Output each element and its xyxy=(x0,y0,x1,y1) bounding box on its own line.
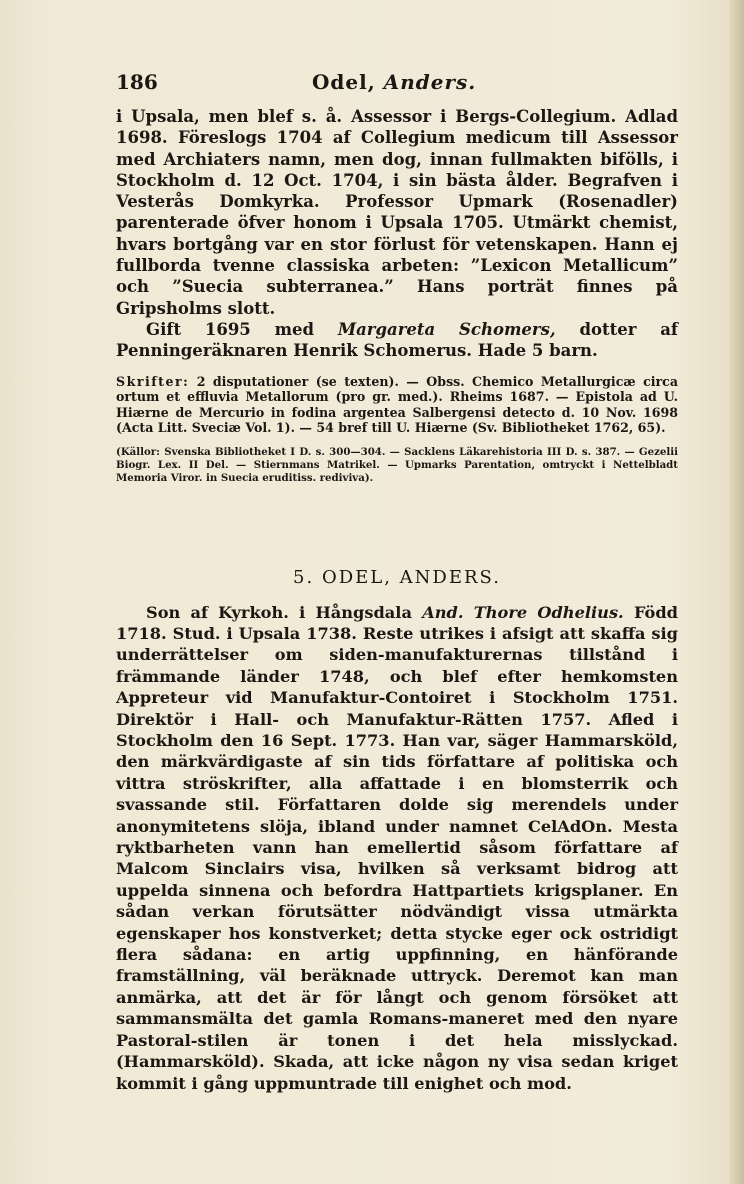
entry-heading: 5. ODEL, ANDERS. xyxy=(293,566,501,588)
entry-paragraph xyxy=(116,602,678,1094)
entry-text-start: Son af Kyrkoh. i Hångsdala xyxy=(146,602,412,622)
marriage-text-start: Gift 1695 med xyxy=(146,319,315,339)
entry-text-main: Född 1718. Stud. i Upsala 1738. Reste utrikes i afsigt att skaffa sig underrättelser om siden-manufakturernas tillstånd i främmande länder 1748, och blef efter hemkomsten Appreteur vid Manufaktur-Contoiret i Stockholm 1751. Direktör i Hall- och Manufaktur-Rätten 1757. Afled i Stockholm den 16 Sept. 1773. Han var, säger Hammarsköld, den märkvärdigaste af sin tids författare af politiska och vittra ströskrifter, alla affattade i en blomsterrik och svassande stil. Författaren dolde sig merendels under anonymitetens slöja, ibland under namnet CelAdOn. Mesta ryktbarheten vann han emellertid såsom författare af Malcom Sinclairs visa, hvilken så verksamt bidrog att uppelda sinnena och befordra Hattpartiets krigsplaner. En sådan verkan förutsätter nödvändigt vissa utmärkta egenskaper hos konstverket; detta stycke eger ock ostridigt flera sådana: en artig uppfinning, en hänförande framställning, väl beräknade uttryck. Deremot kan man anmärka, att det är för långt och genom försöket att sammansmälta det gamla Romans-maneret med den nyare Pastoral-stilen är tonen i det hela misslyckad. (Hammarsköld). Skada, att icke någon ny visa sedan kriget kommit i gång uppmuntrade till enighet och mod. xyxy=(116,602,678,1093)
sources-text: Svenska Bibliotheket I D. s. 300—304. — Sacklens Läkarehistoria III D. s. 387. — Gezelii Biogr. Lex. II Del. — Stiernmans Matrikel. — Upmarks Parentation, omtryckt i Nettelbladt Memoria Viror. in Suecia eruditiss. rediviva). xyxy=(116,445,678,484)
writings-label: Skrifter: xyxy=(116,373,190,389)
sources-label: (Källor: xyxy=(116,445,160,458)
running-head-surname: Odel, xyxy=(312,70,376,94)
page-edge xyxy=(730,0,744,1184)
marriage-paragraph xyxy=(116,319,678,362)
wife-name: Margareta Schomers, xyxy=(337,319,556,339)
sources-note xyxy=(116,446,678,485)
running-head xyxy=(312,70,476,94)
marriage-text-end: dotter af Penningeräknaren Henrik Schomerus. Hade 5 barn. xyxy=(116,319,678,361)
previous-entry-paragraph: i Upsala, men blef s. å. Assessor i Bergs-Collegium. Adlad 1698. Föreslogs 1704 af Collegium medicum till Assessor med Archiaters namn, men dog, innan fullmakten bifölls, i Stockholm d. 12 Oct. 1704, i sin bästa ålder. Begrafven i Vesterås Domkyrka. Professor Upmark (Rosenadler) parenterade öfver honom i Upsala 1705. Utmärkt chemist, hvars bortgång var en stor förlust för vetenskapen. Hann ej fullborda tvenne classiska arbeten: ”Lexicon Metallicum” och ”Suecia subterranea.” Hans porträt finnes på Gripsholms slott. xyxy=(116,107,678,318)
running-head-name: Anders. xyxy=(383,70,477,94)
page-number: 186 xyxy=(116,70,158,94)
page-header xyxy=(116,70,676,100)
writings-text: 2 disputationer (se texten). — Obss. Chemico Metallurgicæ circa ortum et effluvia Metallorum (pro gr. med.). Rheims 1687. — Epistola ad U. Hiærne de Mercurio in fodina argentea Salbergensi detecto d. 10 Nov. 1698 (Acta Litt. Sveciæ Vol. 1). — 54 bref till U. Hiærne (Sv. Bibliotheket 1762, 65). xyxy=(116,373,678,436)
father-name: And. Thore Odhelius. xyxy=(422,602,624,622)
writings-list xyxy=(116,374,678,436)
page-body xyxy=(116,106,678,1094)
